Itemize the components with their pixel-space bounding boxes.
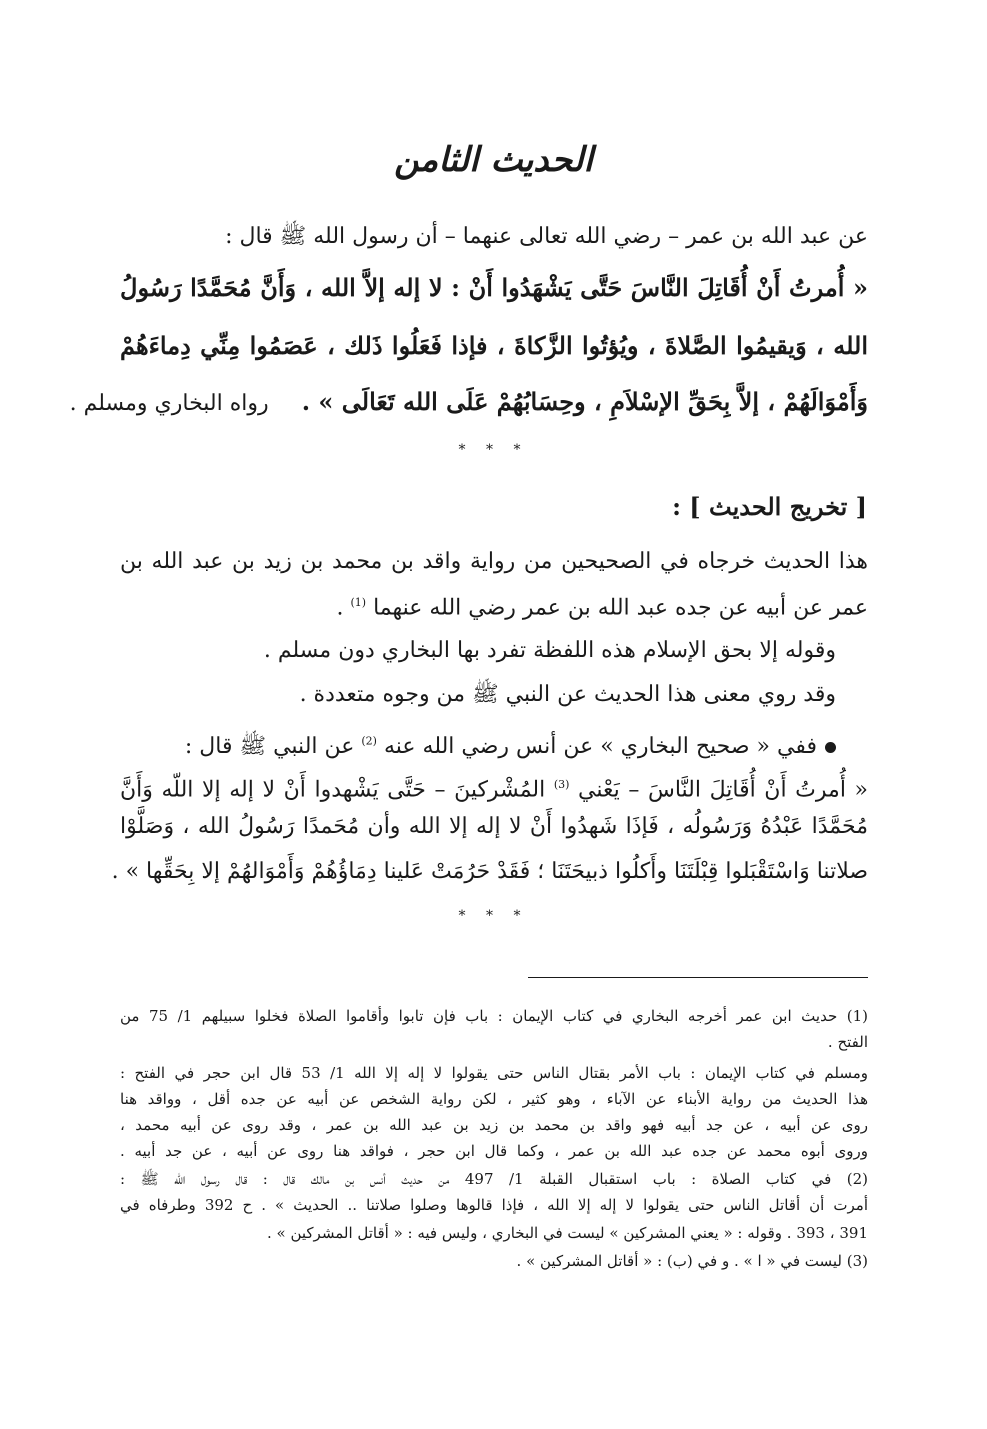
takhrij-p4 [120,727,868,762]
hadith-text-end: وَأَمْوَالَهُمْ ، إلاَّ بِحَقِّ الإسْلاَمِ ، وحِسَابُهُمْ عَلَى الله تَعَالَى » . [301,387,868,416]
bullet-icon [825,742,836,753]
footnote-line: ومسلم في كتاب الإيمان : باب الأمر بقتال الناس حتى يقولوا لا إله إلا الله 1/ 53 قال ابن حجر في الفتح : [120,1064,868,1082]
footnote-line: وروى أبوه محمد عن جده عبد الله بن عمر ، وكما قال ابن حجر ، فواقد هنا روى عن أبيه ، عن جد أبيه . [120,1142,868,1160]
takhrij-p2 [120,636,868,666]
footnote-line: (1) حديث ابن عمر أخرجه البخاري في كتاب الإيمان : باب فإن تابوا وأقاموا الصلاة فخلوا سبيلهم 1/ 75 من [120,1007,868,1025]
footnote-divider [528,977,868,978]
footnote-line: (2) في كتاب الصلاة : باب استقبال القبلة 1/ 497 من حديث أنس بن مالك قال : قال رسول الله ﷺ : [120,1170,868,1188]
footnote-line: روى عن أبيه ، عن جد أبيه فهو واقد بن محمد بن زيد بن عبد الله بن عمر ، وقد روى عن أبيه محمد ، [120,1116,868,1134]
takhrij-p2-text: وقوله إلا بحق الإسلام هذه اللفظة تفرد بها البخاري دون مسلم . [263,638,836,663]
footnote-line: (3) ليست في « ا » . و في (ب) : « أقاتل المشركين » . [516,1252,868,1270]
takhrij-p3 [120,680,868,710]
quote-line-1 [120,770,868,805]
page-title: الحديث الثامن [394,140,593,180]
takhrij-p1-line-2 [120,588,868,623]
takhrij-p4-text-a: ففي « صحيح البخاري » عن أنس رضي الله عنه [383,734,817,760]
footnote-line: هذا الحديث من رواية الأبناء عن الآباء ، وهو كثير ، لكن رواية الشخص عن أبيه عن جده أقل ، وواقد هنا [120,1090,868,1108]
hadith-text-line-1: « أُمرتُ أَنْ أُقَاتِلَ النَّاسَ حَتَّى يَشْهَدُوا أَنْ : لا إله إلاَّ الله ، وَأَنَّ مُحَمَّدًا رَسُولُ [120,273,868,302]
footnote-ref-2[interactable]: (2) [361,735,377,748]
takhrij-p3-text: وقد روي معنى هذا الحديث عن النبي ﷺ من وجوه متعددة . [299,682,836,707]
hadith-source: رواه البخاري ومسلم . [69,391,269,416]
footnote-line: 391 ، 393 . وقوله : « يعني المشركين » ليست في البخاري ، وليس فيه : « أقاتل المشركين » . [266,1224,868,1242]
takhrij-heading: [ تخريج الحديث ] : [672,492,867,521]
footnote-ref-3[interactable]: (3) [553,778,570,791]
section-separator-2: * * * [458,908,529,924]
footnote-ref-1[interactable]: (1) [350,596,367,609]
footnote-line: الفتح . [827,1033,868,1051]
hadith-intro-text: عن عبد الله بن عمر – رضي الله تعالى عنهما – أن رسول الله ﷺ قال : [225,224,868,249]
takhrij-p1-text: عمر عن أبيه عن جده عبد الله بن عمر رضي الله عنهما [373,595,868,621]
quote-line-2: مُحَمَّدًا عَبْدُهُ وَرَسُولُه ، فَإذَا شَهدُوا أَنْ لا إله إلا الله وأن مُحَمدًا رَسُولُ الله ، وَصَلَّوْا [120,814,868,839]
quote-line-3: صلاتنا وَاسْتَقْبَلوا قِبْلَتَنَا وأَكلُوا ذبيحَتَنَا ؛ فَقَدْ حَرُمَتْ عَلينا دِمَاؤُهُمْ وَأَمْوَالهُمْ إلا بِحَقِّها » . [111,859,868,884]
section-separator-1: * * * [458,442,529,458]
takhrij-p1-end: . [336,595,344,621]
footnote-line: أمرت أن أقاتل الناس حتى يقولوا لا إله إلا الله ، فإذا قالوها وصلوا صلاتنا .. الحديث » . ح 392 وطرفاه في [120,1196,868,1214]
hadith-text-line-2: الله ، وَيقيمُوا الصَّلاةَ ، ويُؤتُوا الزَّكاةَ ، فإذا فَعَلُوا ذَلك ، عَصَمُوا مِنِّي دِماءَهُمْ [120,331,869,360]
quote-line-1-b: المُشْركينَ – حَتَّى يَشْهدوا أَنْ لا إله إلا اللّه وَأَنَّ [120,777,546,803]
hadith-text-line-3 [69,386,868,419]
takhrij-p4-text-b: عن النبي ﷺ قال : [184,734,355,760]
hadith-intro [120,222,868,252]
takhrij-p1-line-1: هذا الحديث خرجاه في الصحيحين من رواية واقد بن محمد بن زيد بن عبد الله بن [120,549,868,574]
quote-line-1-a: « أُمرتُ أَنْ أُقَاتِلَ النَّاسَ – يَعْني [578,777,868,803]
